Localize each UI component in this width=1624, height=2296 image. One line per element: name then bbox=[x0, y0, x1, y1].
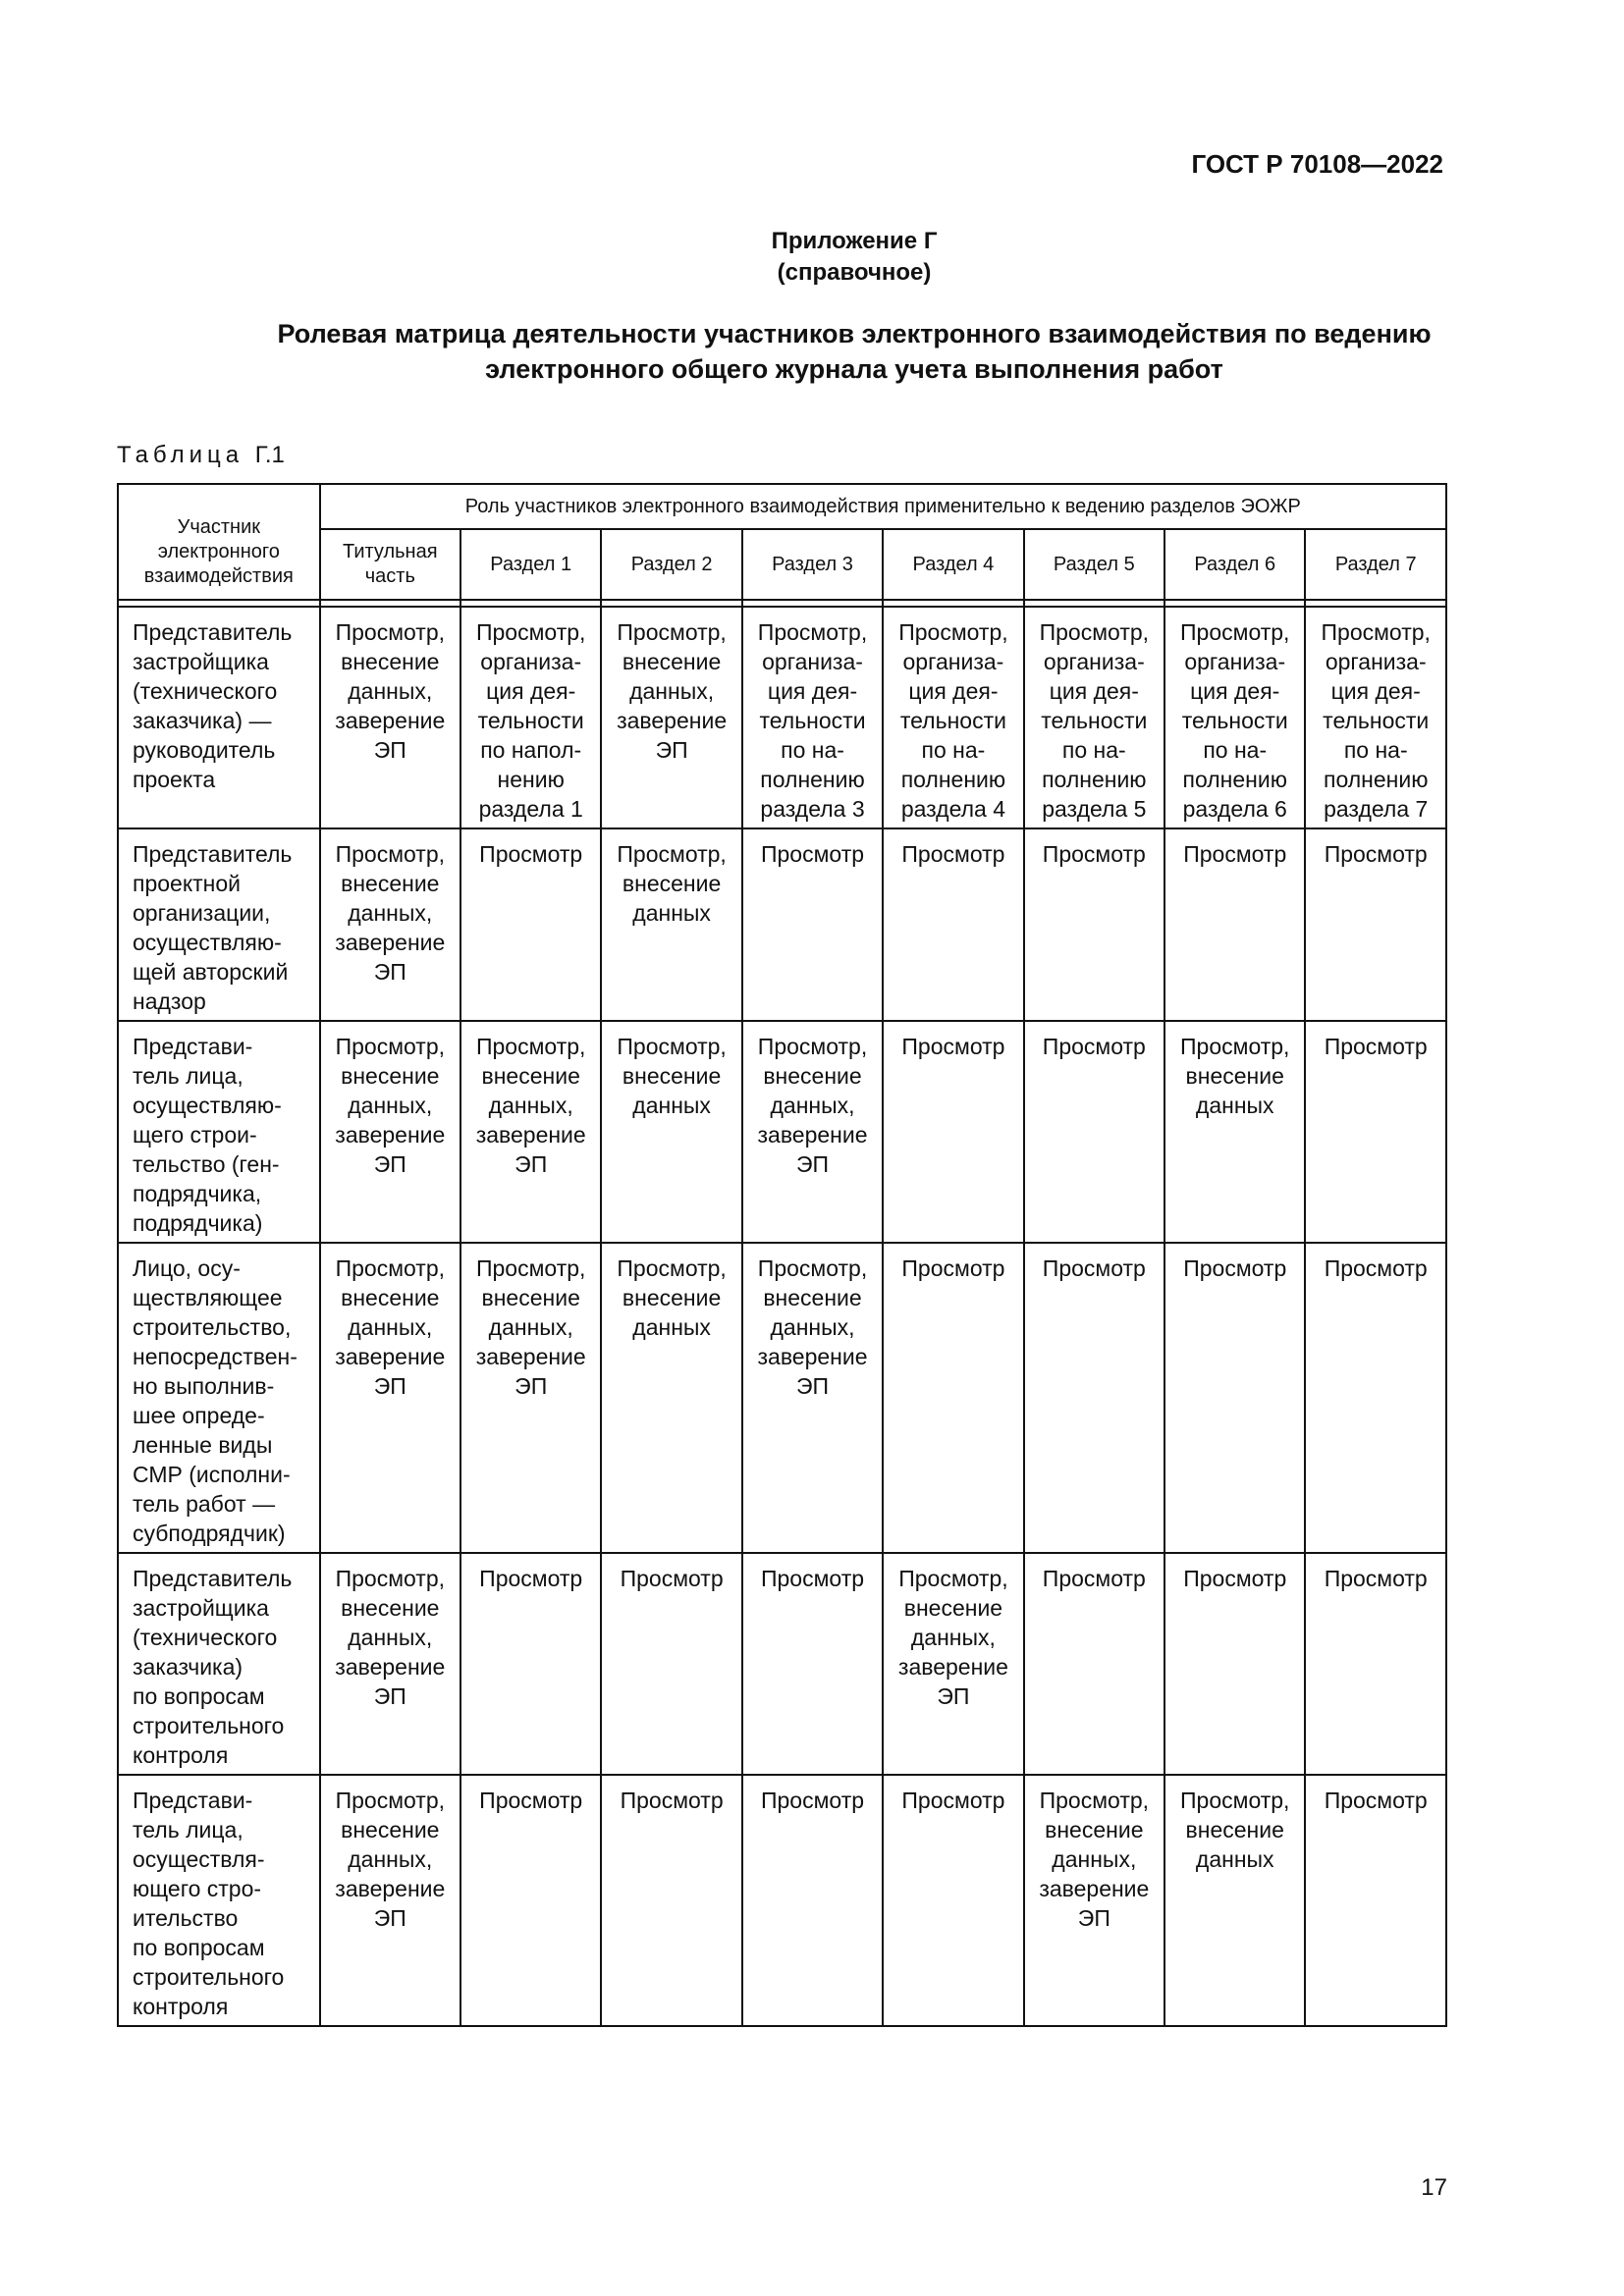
text-line: но выполнив- bbox=[133, 1373, 275, 1399]
text-line: Просмотр bbox=[760, 1566, 865, 1591]
text-line: организа- bbox=[1043, 649, 1145, 674]
text-line: данных, bbox=[910, 1625, 996, 1650]
text-line: застройщика bbox=[133, 649, 269, 674]
role-cell bbox=[1164, 1243, 1305, 1553]
text-line: ция дея- bbox=[486, 678, 576, 704]
text-line: внесение bbox=[341, 1595, 440, 1621]
text-line: руководитель bbox=[133, 737, 276, 763]
text-line: строительство, bbox=[133, 1314, 292, 1340]
text-line: данных, bbox=[770, 1314, 855, 1340]
section-header-6 bbox=[1164, 529, 1305, 600]
table-row bbox=[118, 1553, 1446, 1775]
participant-column-header bbox=[118, 484, 320, 600]
text-line: внесение bbox=[341, 1817, 440, 1842]
text-line: ительство bbox=[133, 1905, 239, 1931]
text-line: шее опреде- bbox=[133, 1403, 265, 1428]
text-line: внесение bbox=[341, 871, 440, 896]
text-line: Раздел 1 bbox=[490, 553, 572, 575]
text-line: Просмотр, bbox=[757, 1255, 868, 1281]
text-line: Просмотр bbox=[620, 1788, 724, 1813]
text-line: внесение bbox=[341, 1063, 440, 1089]
text-line: контроля bbox=[133, 1742, 229, 1768]
text-line: Просмотр, bbox=[617, 1255, 727, 1281]
text-line: внесение bbox=[763, 1285, 862, 1310]
role-cell bbox=[1164, 1775, 1305, 2026]
role-cell bbox=[601, 607, 741, 828]
text-line: по вопросам bbox=[133, 1683, 265, 1709]
section-header-3 bbox=[742, 529, 883, 600]
role-cell bbox=[460, 828, 601, 1021]
text-line: Просмотр bbox=[1042, 1566, 1146, 1591]
text-line: внесение bbox=[341, 1285, 440, 1310]
text-line: ЭП bbox=[373, 959, 406, 985]
text-line: Просмотр bbox=[1042, 1034, 1146, 1059]
text-line: заверение bbox=[757, 1122, 868, 1148]
participant-cell bbox=[118, 1553, 320, 1775]
role-cell bbox=[1024, 607, 1164, 828]
text-line: тель лица, bbox=[133, 1063, 244, 1089]
appendix-label: Приложение Г bbox=[771, 228, 938, 254]
text-line: внесение bbox=[1045, 1817, 1144, 1842]
text-line: заказчика) — bbox=[133, 708, 272, 733]
role-cell bbox=[1024, 1243, 1164, 1553]
text-line: часть bbox=[364, 565, 415, 587]
text-line: полнению bbox=[760, 767, 865, 792]
text-line: Просмотр bbox=[1324, 1788, 1428, 1813]
role-cell bbox=[1024, 828, 1164, 1021]
text-line: Раздел 5 bbox=[1053, 553, 1135, 575]
text-line: Просмотр bbox=[901, 1034, 1005, 1059]
text-line: тельности bbox=[1041, 708, 1148, 733]
text-line: организа- bbox=[762, 649, 863, 674]
role-cell bbox=[320, 828, 460, 1021]
text-line: Просмотр, bbox=[898, 1566, 1008, 1591]
role-cell bbox=[742, 1553, 883, 1775]
text-line: данных, bbox=[348, 900, 433, 926]
text-line: данных bbox=[632, 900, 711, 926]
text-line: Просмотр bbox=[1324, 1255, 1428, 1281]
role-cell bbox=[1305, 1021, 1446, 1243]
table-body bbox=[118, 607, 1446, 2026]
role-cell bbox=[460, 1021, 601, 1243]
text-line: Просмотр bbox=[1042, 841, 1146, 867]
text-line: Представитель bbox=[133, 1566, 293, 1591]
text-line: данных, bbox=[348, 1314, 433, 1340]
text-line: Просмотр, bbox=[335, 1788, 446, 1813]
text-line: полнению bbox=[900, 767, 1006, 792]
text-line: внесение bbox=[481, 1285, 580, 1310]
role-cell bbox=[601, 1553, 741, 1775]
text-line: тель лица, bbox=[133, 1817, 244, 1842]
text-line: по на- bbox=[1203, 737, 1268, 763]
text-line: ЭП bbox=[1077, 1905, 1110, 1931]
role-cell bbox=[1305, 828, 1446, 1021]
text-line: Просмотр bbox=[901, 1255, 1005, 1281]
text-line: Раздел 4 bbox=[912, 553, 995, 575]
appendix-heading bbox=[0, 226, 1624, 289]
section-header-7 bbox=[1305, 529, 1446, 600]
table-caption bbox=[117, 442, 285, 469]
text-line: осуществля- bbox=[133, 1846, 265, 1872]
text-line: электронного bbox=[157, 540, 280, 562]
role-cell bbox=[1305, 1243, 1446, 1553]
text-line: Просмотр bbox=[760, 841, 865, 867]
text-line: по на- bbox=[921, 737, 986, 763]
table-caption-word: Таблица bbox=[117, 442, 244, 468]
text-line: тельности bbox=[1181, 708, 1288, 733]
text-line: Раздел 6 bbox=[1194, 553, 1276, 575]
text-line: раздела 6 bbox=[1182, 796, 1287, 822]
text-line: Просмотр bbox=[901, 1788, 1005, 1813]
text-line: Раздел 2 bbox=[630, 553, 713, 575]
role-cell bbox=[320, 1553, 460, 1775]
role-cell bbox=[1164, 1021, 1305, 1243]
text-line: (технического bbox=[133, 1625, 278, 1650]
text-line: внесение bbox=[763, 1063, 862, 1089]
text-line: строительного bbox=[133, 1713, 285, 1738]
text-line: данных, bbox=[348, 1846, 433, 1872]
text-line: раздела 7 bbox=[1324, 796, 1429, 822]
text-line: субподрядчик) bbox=[133, 1521, 286, 1546]
table-row bbox=[118, 1243, 1446, 1553]
text-line: Представи- bbox=[133, 1034, 253, 1059]
text-line: ЭП bbox=[373, 1905, 406, 1931]
role-cell bbox=[883, 1021, 1023, 1243]
text-line: ЭП bbox=[373, 1683, 406, 1709]
text-line: Просмотр, bbox=[757, 1034, 868, 1059]
text-line: подрядчика) bbox=[133, 1210, 263, 1236]
text-line: по на- bbox=[1343, 737, 1408, 763]
text-line: ЭП bbox=[937, 1683, 970, 1709]
role-cell bbox=[601, 1775, 741, 2026]
role-column-header: Роль участников электронного взаимодействия применительно к ведению разделов ЭОЖР bbox=[320, 484, 1446, 529]
text-line: Просмотр, bbox=[617, 1034, 727, 1059]
text-line: Участник bbox=[177, 515, 260, 538]
text-line: организа- bbox=[902, 649, 1004, 674]
text-line: внесение bbox=[622, 871, 722, 896]
role-cell bbox=[320, 1021, 460, 1243]
text-line: Раздел 3 bbox=[772, 553, 853, 575]
text-line: раздела 4 bbox=[900, 796, 1006, 822]
role-cell bbox=[1024, 1021, 1164, 1243]
text-line: раздела 3 bbox=[760, 796, 865, 822]
standard-code: ГОСТ Р 70108—2022 bbox=[1191, 149, 1443, 179]
text-line: организации, bbox=[133, 900, 271, 926]
text-line: Просмотр, bbox=[757, 619, 868, 645]
text-line: заверение bbox=[617, 708, 728, 733]
page-title bbox=[118, 316, 1591, 387]
title-line-1: Ролевая матрица деятельности участников электронного взаимодействия по ведению bbox=[277, 319, 1432, 348]
text-line: нению bbox=[497, 767, 565, 792]
text-line: Просмотр bbox=[1324, 1034, 1428, 1059]
role-cell bbox=[460, 607, 601, 828]
text-line: по на- bbox=[781, 737, 844, 763]
text-line: внесение bbox=[1185, 1063, 1284, 1089]
text-line: по вопросам bbox=[133, 1935, 265, 1960]
text-line: заверение bbox=[335, 930, 446, 955]
role-cell bbox=[1164, 1553, 1305, 1775]
text-line: застройщика bbox=[133, 1595, 269, 1621]
text-line: данных, bbox=[770, 1093, 855, 1118]
text-line: данных, bbox=[488, 1314, 573, 1340]
text-line: внесение bbox=[1185, 1817, 1284, 1842]
text-line: заказчика) bbox=[133, 1654, 244, 1680]
text-line: тельство (ген- bbox=[133, 1151, 280, 1177]
text-line: данных bbox=[1195, 1846, 1274, 1872]
participant-cell bbox=[118, 1775, 320, 2026]
role-cell bbox=[742, 828, 883, 1021]
text-line: Титульная bbox=[343, 541, 438, 562]
text-line: взаимодействия bbox=[143, 564, 294, 587]
text-line: Просмотр bbox=[1324, 841, 1428, 867]
text-line: организа- bbox=[1184, 649, 1286, 674]
role-cell bbox=[742, 1021, 883, 1243]
page-number: 17 bbox=[1421, 2174, 1447, 2201]
text-line: Просмотр, bbox=[335, 1566, 446, 1591]
text-line: тель работ — bbox=[133, 1491, 276, 1517]
text-line: Просмотр, bbox=[335, 619, 446, 645]
text-line: данных bbox=[632, 1093, 711, 1118]
section-header-2 bbox=[601, 529, 741, 600]
text-line: данных, bbox=[348, 1625, 433, 1650]
text-line: заверение bbox=[335, 708, 446, 733]
table-header bbox=[118, 484, 1446, 607]
text-line: Просмотр, bbox=[1039, 1788, 1150, 1813]
text-line: данных, bbox=[1052, 1846, 1137, 1872]
section-header-4 bbox=[883, 529, 1023, 600]
text-line: ция дея- bbox=[1330, 678, 1421, 704]
text-line: Просмотр bbox=[479, 1788, 583, 1813]
text-line: заверение bbox=[335, 1654, 446, 1680]
role-cell bbox=[1305, 1553, 1446, 1775]
role-cell bbox=[1024, 1775, 1164, 2026]
text-line: Просмотр, bbox=[335, 1034, 446, 1059]
text-line: по на- bbox=[1061, 737, 1126, 763]
role-cell bbox=[742, 1775, 883, 2026]
role-cell bbox=[601, 828, 741, 1021]
section-header-5 bbox=[1024, 529, 1164, 600]
role-cell bbox=[460, 1775, 601, 2026]
title-line-2: электронного общего журнала учета выполнения работ bbox=[485, 354, 1223, 384]
text-line: Просмотр, bbox=[617, 619, 727, 645]
text-line: Представитель bbox=[133, 841, 293, 867]
role-cell bbox=[1024, 1553, 1164, 1775]
text-line: Просмотр bbox=[1183, 841, 1287, 867]
text-line: заверение bbox=[757, 1344, 868, 1369]
text-line: проектной bbox=[133, 871, 242, 896]
text-line: (технического bbox=[133, 678, 278, 704]
table-row bbox=[118, 1021, 1446, 1243]
participant-cell bbox=[118, 1021, 320, 1243]
role-cell bbox=[1305, 1775, 1446, 2026]
text-line: ЭП bbox=[795, 1151, 830, 1177]
text-line: по напол- bbox=[480, 737, 582, 763]
text-line: внесение bbox=[481, 1063, 580, 1089]
text-line: заверение bbox=[897, 1654, 1008, 1680]
text-line: внесение bbox=[341, 649, 440, 674]
text-line: тельности bbox=[759, 708, 866, 733]
text-line: Просмотр, bbox=[1321, 619, 1431, 645]
section-header-1 bbox=[460, 529, 601, 600]
text-line: Просмотр bbox=[901, 841, 1005, 867]
text-line: подрядчика, bbox=[133, 1181, 262, 1206]
text-line: данных, bbox=[488, 1093, 573, 1118]
text-line: Просмотр bbox=[479, 841, 583, 867]
text-line: контроля bbox=[133, 1994, 229, 2019]
section-header-title-part bbox=[320, 529, 460, 600]
text-line: тельности bbox=[1323, 708, 1430, 733]
text-line: ЭП bbox=[373, 1151, 406, 1177]
text-line: ЭП bbox=[514, 1373, 548, 1399]
text-line: данных bbox=[1195, 1093, 1274, 1118]
text-line: полнению bbox=[1042, 767, 1147, 792]
text-line: внесение bbox=[903, 1595, 1003, 1621]
text-line: данных, bbox=[348, 1093, 433, 1118]
text-line: осуществляю- bbox=[133, 1093, 282, 1118]
text-line: заверение bbox=[475, 1344, 586, 1369]
text-line: ЭП bbox=[373, 737, 406, 763]
text-line: Просмотр bbox=[760, 1788, 865, 1813]
role-cell bbox=[742, 607, 883, 828]
text-line: заверение bbox=[335, 1344, 446, 1369]
text-line: внесение bbox=[622, 1063, 722, 1089]
text-line: раздела 1 bbox=[478, 796, 583, 822]
text-line: Представитель bbox=[133, 619, 293, 645]
text-line: строительного bbox=[133, 1964, 285, 1990]
text-line: непосредствен- bbox=[133, 1344, 298, 1369]
role-cell bbox=[320, 1243, 460, 1553]
text-line: данных, bbox=[629, 678, 715, 704]
table-row bbox=[118, 1775, 1446, 2026]
role-cell bbox=[601, 1021, 741, 1243]
text-line: полнению bbox=[1323, 767, 1429, 792]
text-line: Просмотр bbox=[620, 1566, 724, 1591]
text-line: ществляющее bbox=[133, 1285, 283, 1310]
text-line: тельности bbox=[477, 708, 584, 733]
participant-cell bbox=[118, 828, 320, 1021]
role-cell bbox=[1164, 828, 1305, 1021]
text-line: Просмотр, bbox=[617, 841, 727, 867]
text-line: тельности bbox=[899, 708, 1006, 733]
text-line: Просмотр bbox=[1183, 1255, 1287, 1281]
text-line: полнению bbox=[1182, 767, 1287, 792]
text-line: внесение bbox=[622, 1285, 722, 1310]
role-cell bbox=[883, 1243, 1023, 1553]
role-cell bbox=[1305, 607, 1446, 828]
text-line: надзор bbox=[133, 988, 206, 1014]
text-line: данных bbox=[632, 1314, 711, 1340]
text-line: заверение bbox=[1039, 1876, 1150, 1901]
role-cell bbox=[1164, 607, 1305, 828]
text-line: ция дея- bbox=[767, 678, 858, 704]
text-line: Лицо, осу- bbox=[133, 1255, 241, 1281]
text-line: Просмотр bbox=[1183, 1566, 1287, 1591]
text-line: ЭП bbox=[655, 737, 688, 763]
text-line: Просмотр bbox=[1042, 1255, 1146, 1281]
text-line: ЭП bbox=[514, 1151, 548, 1177]
text-line: Просмотр, bbox=[335, 841, 446, 867]
text-line: Просмотр, bbox=[475, 1034, 586, 1059]
appendix-type: (справочное) bbox=[777, 259, 932, 286]
table-caption-number: Г.1 bbox=[254, 442, 285, 468]
header-separator bbox=[118, 600, 1446, 607]
role-cell bbox=[320, 607, 460, 828]
role-cell bbox=[883, 828, 1023, 1021]
text-line: Просмотр, bbox=[475, 619, 586, 645]
text-line: данных, bbox=[348, 678, 433, 704]
text-line: Просмотр, bbox=[335, 1255, 446, 1281]
text-line: ЭП bbox=[795, 1373, 830, 1399]
text-line: осуществляю- bbox=[133, 930, 282, 955]
text-line: заверение bbox=[475, 1122, 586, 1148]
text-line: ЭП bbox=[373, 1373, 406, 1399]
text-line: ленные виды bbox=[133, 1432, 273, 1458]
text-line: Просмотр, bbox=[1039, 619, 1150, 645]
role-matrix-table bbox=[117, 483, 1447, 2027]
text-line: организа- bbox=[1325, 649, 1427, 674]
role-cell bbox=[883, 1775, 1023, 2026]
participant-cell bbox=[118, 607, 320, 828]
role-cell bbox=[883, 607, 1023, 828]
text-line: Просмотр bbox=[1324, 1566, 1428, 1591]
text-line: СМР (исполни- bbox=[133, 1462, 291, 1487]
text-line: ция дея- bbox=[908, 678, 999, 704]
text-line: Просмотр, bbox=[1180, 1034, 1290, 1059]
text-line: раздела 5 bbox=[1042, 796, 1147, 822]
text-line: щего строи- bbox=[133, 1122, 257, 1148]
role-cell bbox=[883, 1553, 1023, 1775]
role-cell bbox=[601, 1243, 741, 1553]
text-line: Просмотр, bbox=[898, 619, 1008, 645]
text-line: ция дея- bbox=[1190, 678, 1280, 704]
role-cell bbox=[320, 1775, 460, 2026]
text-line: Представи- bbox=[133, 1788, 253, 1813]
text-line: ция дея- bbox=[1049, 678, 1139, 704]
text-line: щей авторский bbox=[133, 959, 289, 985]
participant-cell bbox=[118, 1243, 320, 1553]
text-line: Просмотр, bbox=[1180, 619, 1290, 645]
text-line: Просмотр, bbox=[475, 1255, 586, 1281]
role-cell bbox=[460, 1243, 601, 1553]
text-line: Раздел 7 bbox=[1334, 553, 1417, 575]
text-line: внесение bbox=[622, 649, 722, 674]
text-line: Просмотр bbox=[479, 1566, 583, 1591]
text-line: организа- bbox=[480, 649, 582, 674]
table-row bbox=[118, 828, 1446, 1021]
table-row bbox=[118, 607, 1446, 828]
text-line: заверение bbox=[335, 1122, 446, 1148]
text-line: Просмотр, bbox=[1180, 1788, 1290, 1813]
role-cell bbox=[460, 1553, 601, 1775]
text-line: заверение bbox=[335, 1876, 446, 1901]
role-cell bbox=[742, 1243, 883, 1553]
text-line: ющего стро- bbox=[133, 1876, 262, 1901]
text-line: проекта bbox=[133, 767, 216, 792]
